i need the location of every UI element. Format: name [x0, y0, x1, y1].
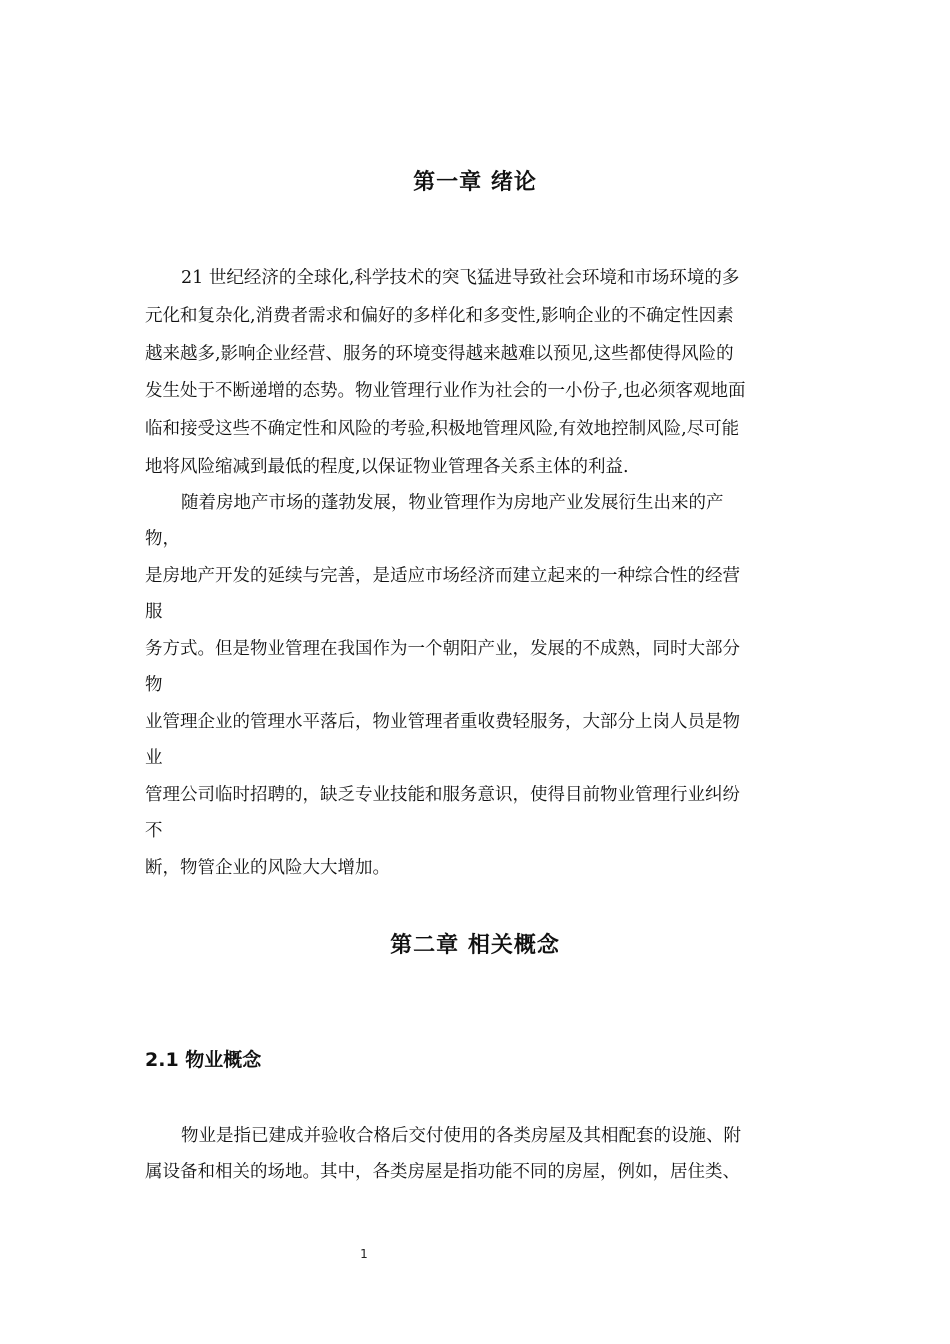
paragraph-line: 断，物管企业的风险大大增加。 [145, 858, 390, 878]
paragraph-line: 临和接受这些不确定性和风险的考验,积极地管理风险,有效地控制风险,尽可能 [145, 419, 740, 439]
paragraph-line: 服 [145, 602, 163, 622]
paragraph-line: 业管理企业的管理水平落后，物业管理者重收费轻服务，大部分上岗人员是物 [145, 712, 740, 732]
paragraph-line: 元化和复杂化,消费者需求和偏好的多样化和多变性,影响企业的不确定性因素 [145, 306, 734, 326]
paragraph-line: 发生处于不断递增的态势。物业管理行业作为社会的一小份子,也必须客观地面 [145, 381, 746, 401]
paragraph-line: 21 世纪经济的全球化,科学技术的突飞猛进导致社会环境和市场环境的多 [181, 268, 740, 288]
paragraph-line: 是房地产开发的延续与完善，是适应市场经济而建立起来的一种综合性的经营 [145, 566, 740, 586]
paragraph-line: 物业是指已建成并验收合格后交付使用的各类房屋及其相配套的设施、附 [181, 1126, 741, 1146]
paragraph-line: 管理公司临时招聘的，缺乏专业技能和服务意识，使得目前物业管理行业纠纷 [145, 785, 740, 805]
paragraph-line: 业 [145, 748, 163, 768]
chapter-2-title: 第二章 相关概念 [390, 933, 560, 958]
paragraph-line: 物 [145, 675, 163, 695]
paragraph-line: 地将风险缩减到最低的程度,以保证物业管理各关系主体的利益. [145, 457, 629, 477]
page-number: 1 [360, 1247, 368, 1261]
section-2-1-title: 2.1 物业概念 [145, 1049, 262, 1071]
paragraph-line: 物， [145, 529, 180, 549]
paragraph-line: 不 [145, 821, 163, 841]
paragraph-line: 务方式。但是物业管理在我国作为一个朝阳产业，发展的不成熟，同时大部分 [145, 639, 740, 659]
paragraph-line: 随着房地产市场的蓬勃发展，物业管理作为房地产业发展衍生出来的产 [181, 493, 724, 513]
chapter-1-title: 第一章 绪论 [413, 170, 537, 195]
paragraph-line: 属设备和相关的场地。其中，各类房屋是指功能不同的房屋，例如，居住类、 [145, 1162, 740, 1182]
paragraph-line: 越来越多,影响企业经营、服务的环境变得越来越难以预见,这些都使得风险的 [145, 344, 734, 364]
